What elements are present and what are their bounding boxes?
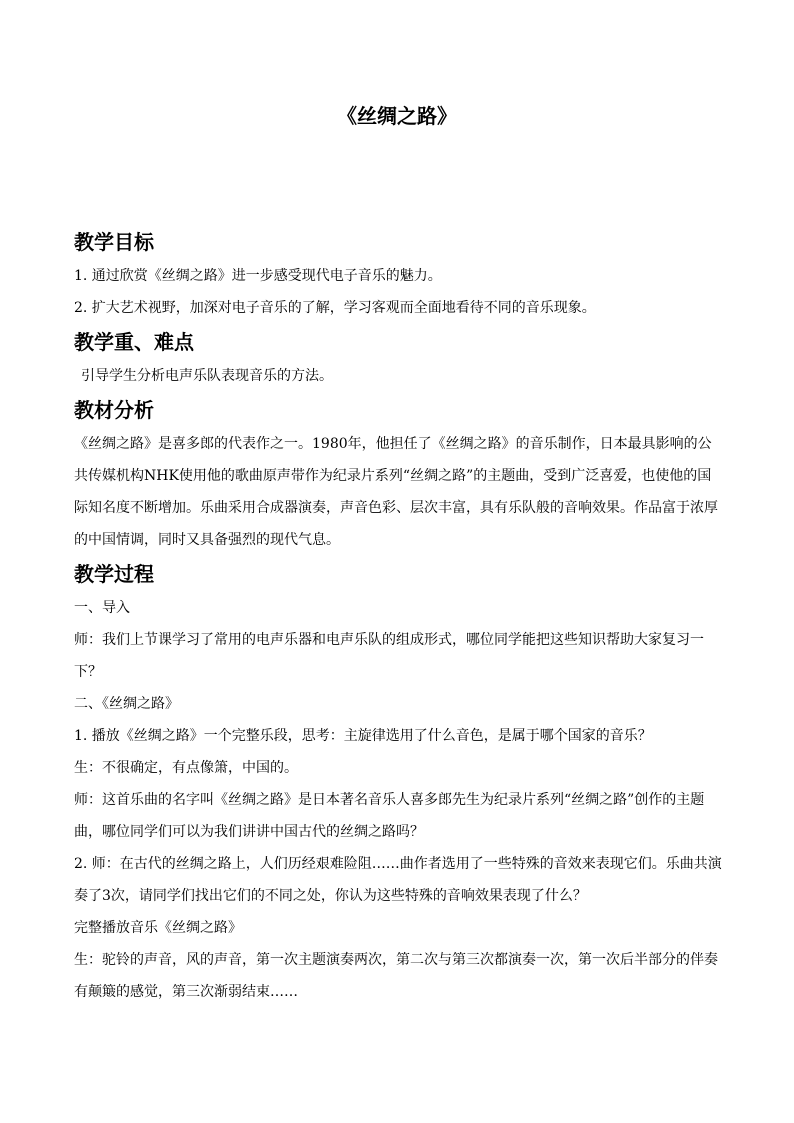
paragraph: 引导学生分析电声乐队表现音乐的方法。 (81, 368, 333, 384)
paragraph: 《丝绸之路》是喜多郎的代表作之一。1980年，他担任了《丝绸之路》的音乐制作，日本最具影响的公共传媒机构NHK使用他的歌曲原声带作为纪录片系列“丝绸之路”的主题曲，受到广泛喜爱，也使他的国际知名度不断增加。乐曲采用合成器演奏，声音色彩、层次丰富，具有乐队般的音响效果。作品富于浓厚的中国情调，同时又具备强烈的现代气息。 (74, 436, 718, 548)
paragraph: 生：驼铃的声音，风的声音，第一次主题演奏两次，第二次与第三次都演奏一次，第一次后半部分的伴奏有颠簸的感觉，第三次渐弱结束…… (74, 952, 718, 1000)
paragraph: 二、《丝绸之路》 (74, 696, 179, 712)
paragraph: 2. 扩大艺术视野，加深对电子音乐的了解，学习客观而全面地看待不同的音乐现象。 (74, 300, 596, 316)
paragraph: 2. 师：在古代的丝绸之路上，人们历经艰难险阻……曲作者选用了一些特殊的音效来表现它们。乐曲共演奏了3次，请同学们找出它们的不同之处，你认为这些特殊的音响效果表现了什么？ (74, 856, 722, 904)
paragraph: 生：不很确定，有点像箫，中国的。 (74, 760, 298, 776)
section-heading: 教学目标 (74, 230, 154, 254)
paragraph: 1. 通过欣赏《丝绸之路》进一步感受现代电子音乐的魅力。 (74, 268, 442, 284)
section-material-analysis (74, 394, 722, 556)
section-heading: 教学重、难点 (74, 330, 194, 354)
paragraph: 完整播放音乐《丝绸之路》 (74, 920, 242, 936)
document-title: 《丝绸之路》 (337, 104, 457, 128)
paragraph: 师：我们上节课学习了常用的电声乐器和电声乐队的组成形式，哪位同学能把这些知识帮助大家复习一下？ (74, 632, 704, 680)
section-teaching-process (74, 558, 722, 1008)
section-teaching-goals (74, 226, 722, 324)
section-heading: 教学过程 (74, 562, 154, 586)
section-heading: 教材分析 (74, 398, 154, 422)
paragraph: 师：这首乐曲的名字叫《丝绸之路》是日本著名音乐人喜多郎先生为纪录片系列“丝绸之路”创作的主题曲，哪位同学们可以为我们讲讲中国古代的丝绸之路吗？ (74, 792, 705, 840)
document-body (74, 226, 722, 1008)
paragraph: 一、导入 (74, 600, 130, 616)
section-key-points (74, 326, 722, 392)
paragraph: 1. 播放《丝绸之路》一个完整乐段，思考：主旋律选用了什么音色，是属于哪个国家的音乐？ (74, 728, 652, 744)
